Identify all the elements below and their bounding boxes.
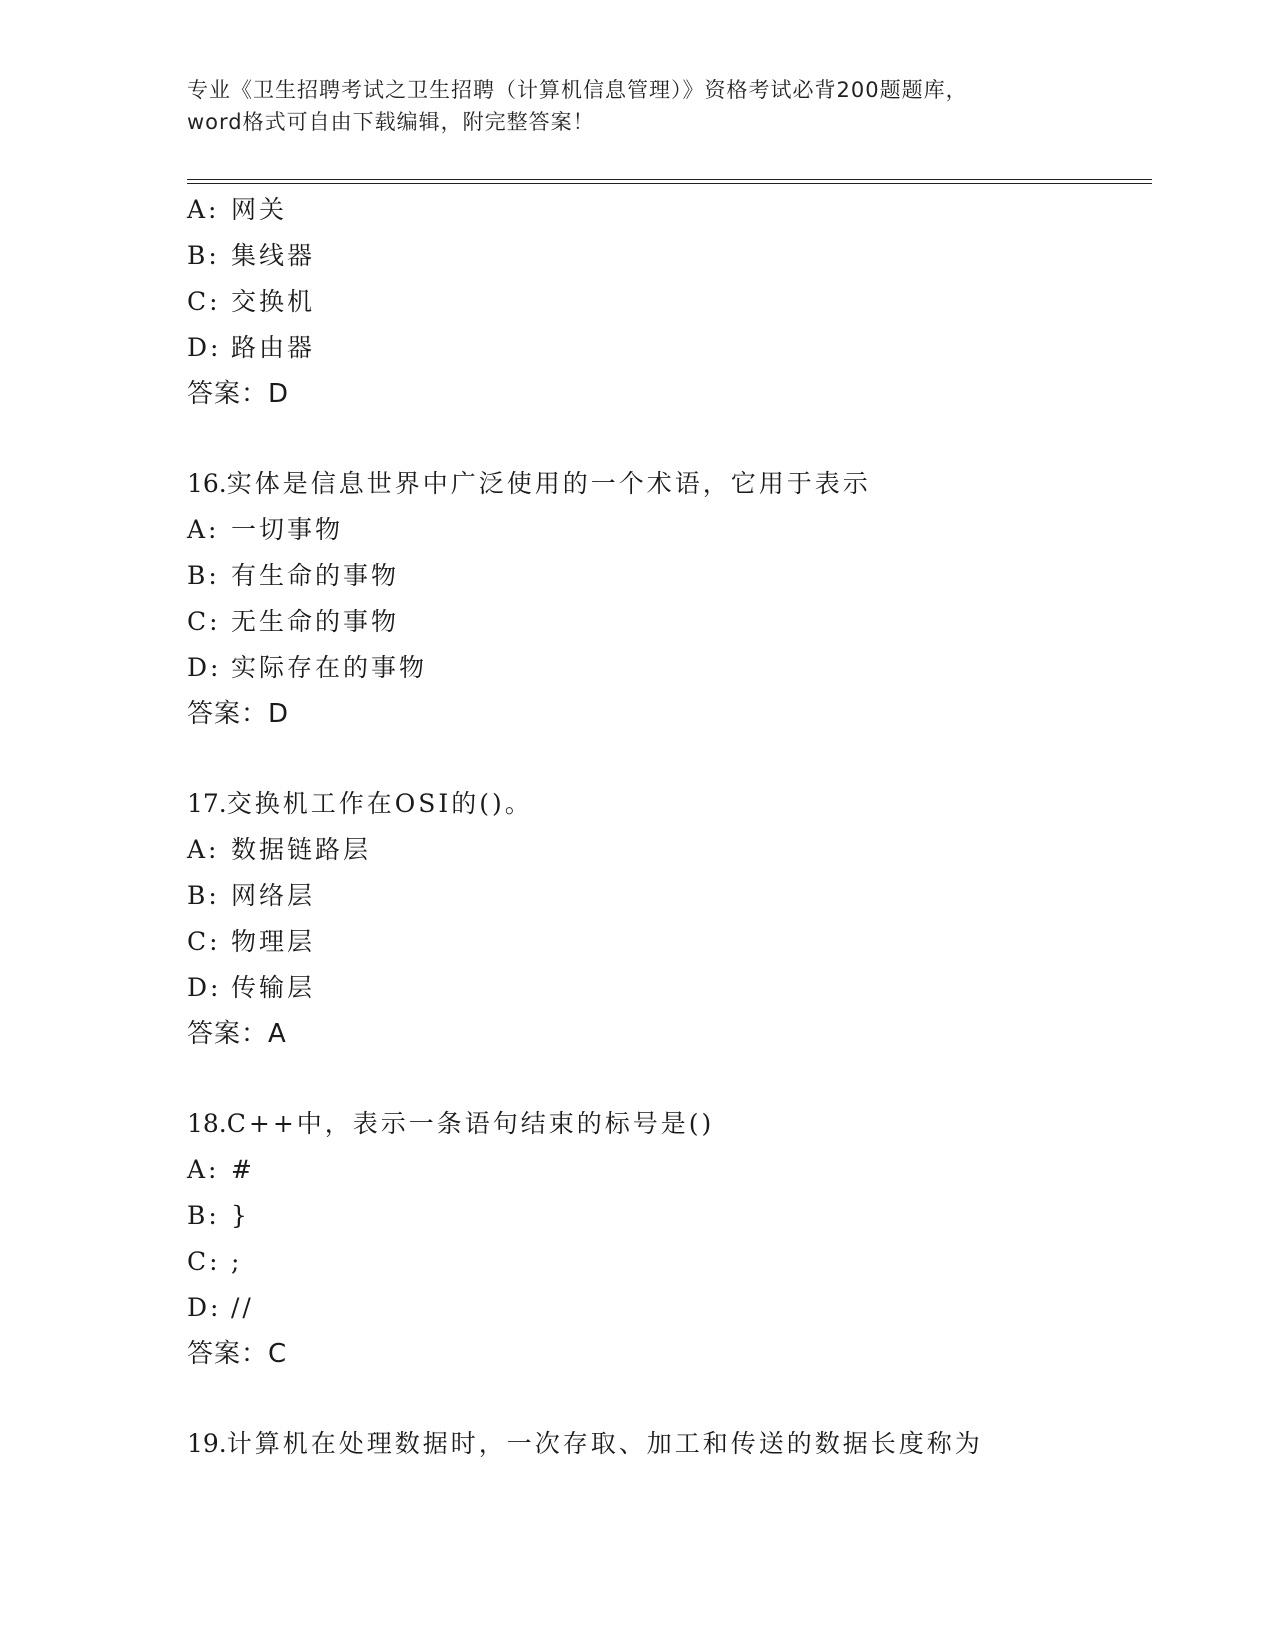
option-c: C: 无生命的事物 — [187, 607, 400, 636]
question-text: 16.实体是信息世界中广泛使用的一个术语，它用于表示 — [187, 469, 871, 498]
header-divider-bottom — [187, 183, 1152, 184]
option-c: C: 物理层 — [187, 927, 316, 956]
option-b: B: } — [187, 1201, 250, 1230]
option-c: C: 交换机 — [187, 287, 316, 316]
question-17 — [187, 781, 1187, 1057]
question-text: 18.C++中，表示一条语句结束的标号是() — [187, 1109, 715, 1138]
option-d: D: // — [187, 1293, 254, 1322]
option-b: B: 有生命的事物 — [187, 561, 400, 590]
option-c: C: ; — [187, 1247, 243, 1276]
option-d: D: 传输层 — [187, 973, 316, 1002]
question-19 — [187, 1421, 1187, 1467]
option-b: B: 网络层 — [187, 881, 316, 910]
header-line-2: word格式可自由下载编辑，附完整答案！ — [187, 110, 595, 134]
option-a: A: # — [187, 1155, 255, 1184]
header-line-1: 专业《卫生招聘考试之卫生招聘（计算机信息管理）》资格考试必背200题题库， — [187, 78, 968, 102]
answer: 答案：D — [187, 379, 290, 409]
question-18 — [187, 1101, 1187, 1377]
option-a: A: 网关 — [187, 195, 288, 224]
header-divider-top — [187, 179, 1152, 180]
question-15 — [187, 187, 1187, 417]
question-text: 19.计算机在处理数据时，一次存取、加工和传送的数据长度称为 — [187, 1429, 983, 1458]
answer: 答案：D — [187, 699, 290, 729]
option-b: B: 集线器 — [187, 241, 316, 270]
answer: 答案：C — [187, 1339, 288, 1369]
option-d: D: 实际存在的事物 — [187, 653, 428, 682]
question-16 — [187, 461, 1187, 737]
option-a: A: 数据链路层 — [187, 835, 372, 864]
document-header — [187, 74, 1087, 138]
option-a: A: 一切事物 — [187, 515, 344, 544]
answer: 答案：A — [187, 1019, 287, 1049]
question-list — [187, 187, 1187, 1467]
option-d: D: 路由器 — [187, 333, 316, 362]
question-text: 17.交换机工作在OSI的()。 — [187, 789, 533, 818]
